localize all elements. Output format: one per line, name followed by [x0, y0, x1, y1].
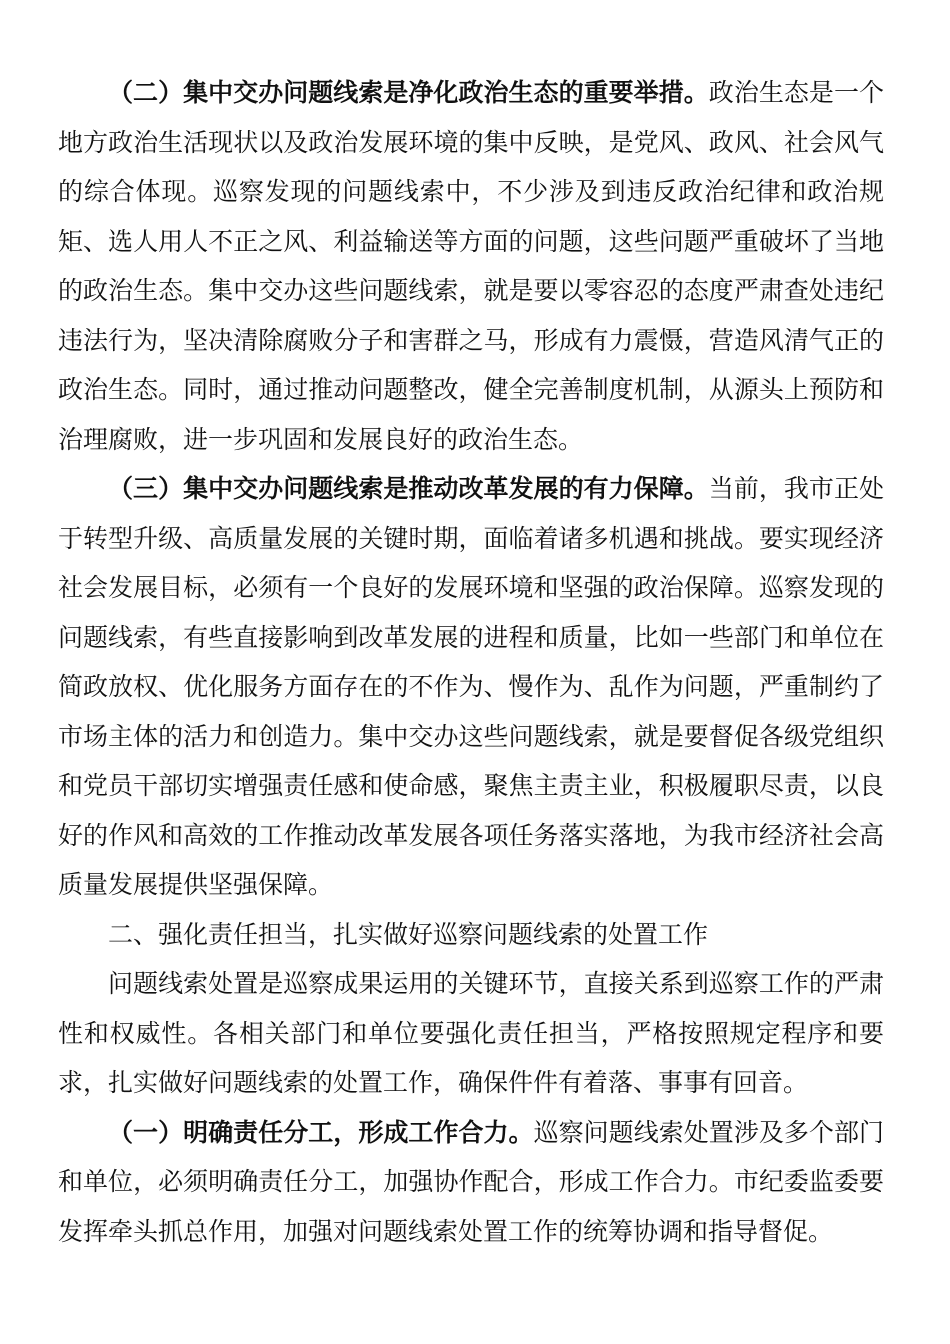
document-page [58, 68, 884, 1256]
paragraph-body: 政治生态是一个地方政治生活现状以及政治发展环境的集中反映，是党风、政风、社会风气的综合体现。巡察发现的问题线索中，不少涉及到违反政治纪律和政治规矩、选人用人不正之风、利益输送等方面的问题，这些问题严重破坏了当地的政治生态。集中交办这些问题线索，就是要以零容忍的态度严肃查处违纪违法行为，坚决清除腐败分子和害群之马，形成有力震慑，营造风清气正的政治生态。同时，通过推动问题整改，健全完善制度机制，从源头上预防和治理腐败，进一步巩固和发展良好的政治生态。 [58, 78, 884, 454]
paragraph-political-ecology [58, 68, 884, 464]
paragraph-reform-development [58, 464, 884, 910]
paragraph-lead: （二）集中交办问题线索是净化政治生态的重要举措。 [108, 78, 709, 107]
section-heading: 二、强化责任担当，扎实做好巡察问题线索的处置工作 [108, 919, 709, 949]
paragraph-responsibility [58, 1108, 884, 1257]
paragraph-intro: 问题线索处置是巡察成果运用的关键环节，直接关系到巡察工作的严肃性和权威性。各相关部门和单位要强化责任担当，严格按照规定程序和要求，扎实做好问题线索的处置工作，确保件件有着落、事事有回音。 [58, 969, 884, 1097]
paragraph-lead: （一）明确责任分工，形成工作合力。 [108, 1117, 534, 1147]
paragraph-body: 巡察问题线索处置涉及多个部门和单位，必须明确责任分工，加强协作配合，形成工作合力。市纪委监委要发挥牵头抓总作用，加强对问题线索处置工作的统筹协调和指导督促。 [58, 1117, 884, 1246]
paragraph-lead: （三）集中交办问题线索是推动改革发展的有力保障。 [108, 474, 709, 503]
paragraph-body: 当前，我市正处于转型升级、高质量发展的关键时期，面临着诸多机遇和挑战。要实现经济社会发展目标，必须有一个良好的发展环境和坚强的政治保障。巡察发现的问题线索，有些直接影响到改革发展的进程和质量，比如一些部门和单位在简政放权、优化服务方面存在的不作为、慢作为、乱作为问题，严重制约了市场主体的活力和创造力。集中交办这些问题线索，就是要督促各级党组织和党员干部切实增强责任感和使命感，聚焦主责主业，积极履职尽责，以良好的作风和高效的工作推动改革发展各项任务落实落地，为我市经济社会高质量发展提供坚强保障。 [58, 474, 884, 899]
